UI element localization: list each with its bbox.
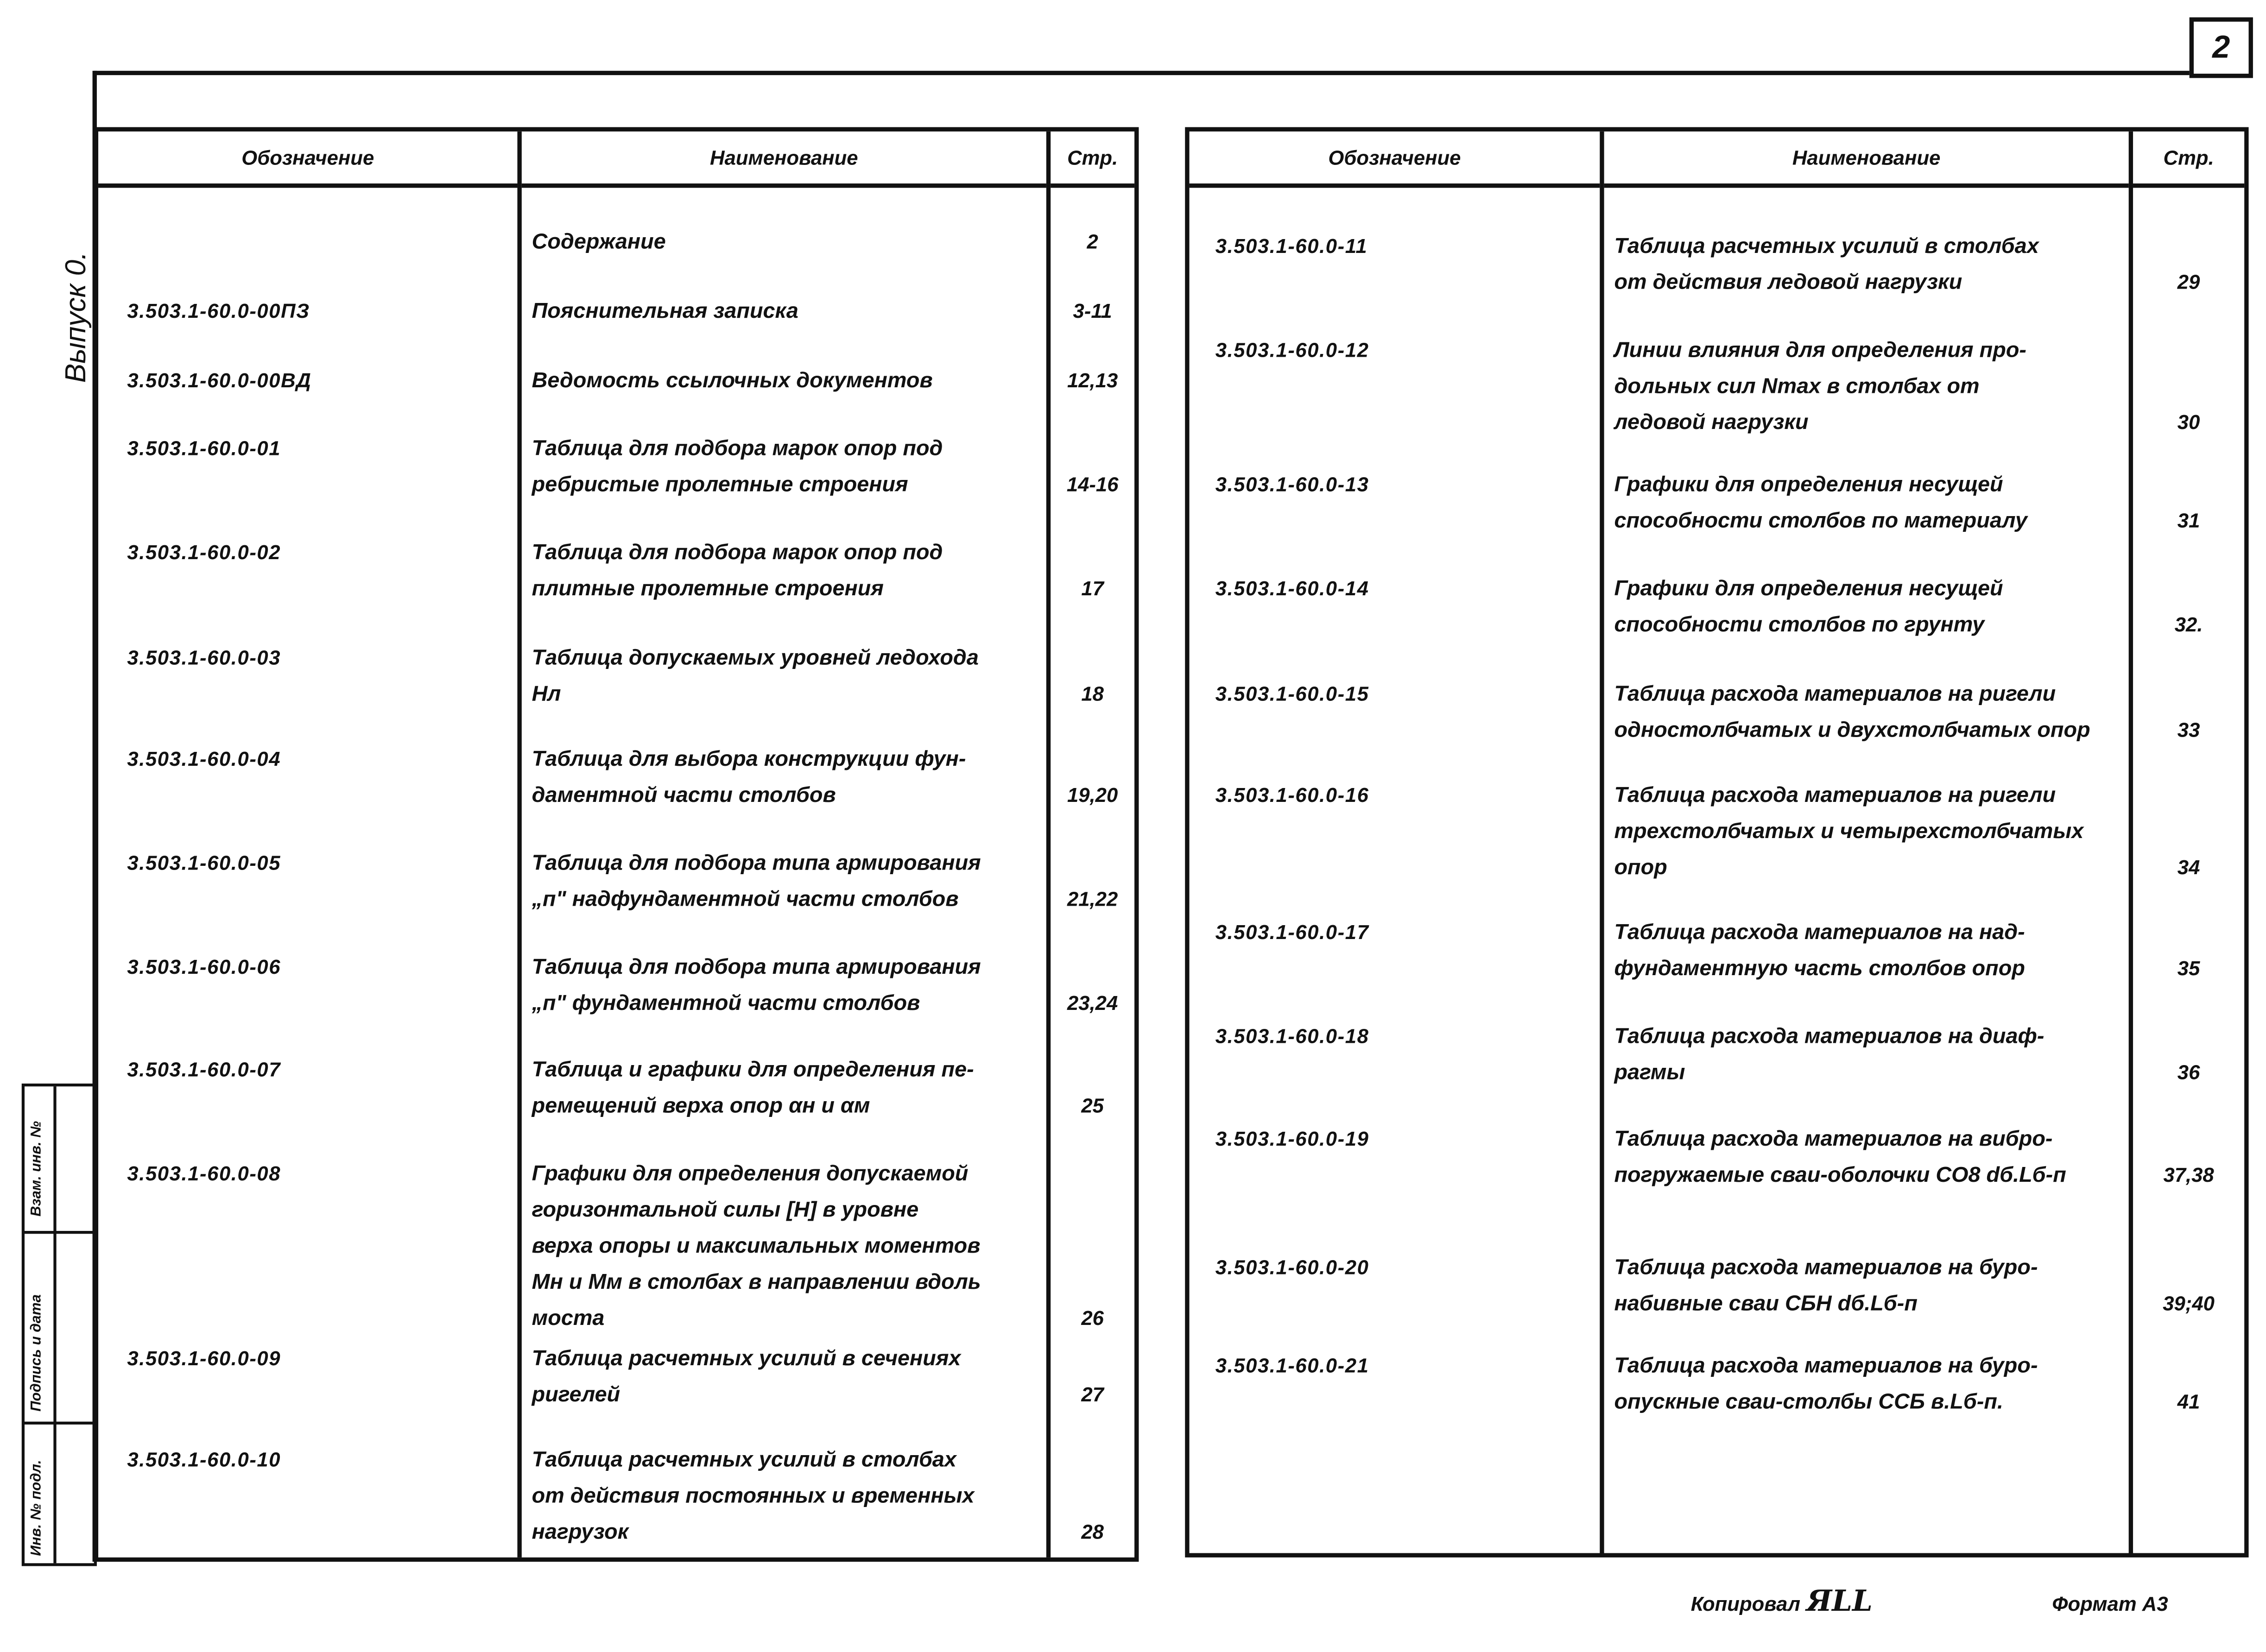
row-name	[532, 1341, 961, 1413]
row-designation: 3.503.1-60.0-06	[127, 955, 281, 978]
row-name-line: горизонтальной силы [Н] в уровне	[532, 1198, 919, 1223]
row-page: 37,38	[2163, 1163, 2214, 1186]
row-name-line: Таблица расчетных усилий в столбах	[1614, 234, 2039, 259]
row-name-line: „п" надфундаментной части столбов	[532, 887, 959, 912]
row-designation: 3.503.1-60.0-00ПЗ	[127, 299, 310, 322]
row-name	[532, 535, 943, 607]
row-designation: 3.503.1-60.0-20	[1215, 1255, 1369, 1279]
stamp-divider	[53, 1086, 56, 1563]
row-name	[532, 1156, 981, 1337]
row-page: 19,20	[1067, 783, 1118, 807]
contents-table-left	[94, 127, 1139, 1562]
row-name-line: ледовой нагрузки	[1614, 410, 1809, 435]
row-page: 41	[2177, 1390, 2200, 1413]
row-name-line: ребристые пролетные строения	[532, 472, 908, 497]
row-name	[532, 1052, 974, 1124]
row-name	[532, 1442, 975, 1550]
row-designation: 3.503.1-60.0-08	[127, 1161, 281, 1185]
row-name-line: Таблица расхода материалов на буро-	[1614, 1354, 2038, 1379]
stamp-signature-date: Подпись и дата	[29, 1294, 45, 1412]
row-name	[1614, 1250, 2038, 1322]
row-designation: 3.503.1-60.0-03	[127, 646, 281, 669]
row-designation: 3.503.1-60.0-09	[127, 1346, 281, 1370]
row-name-line: Графики для определения допускаемой	[532, 1161, 968, 1186]
row-name-line: Мн и Мм в столбах в направлении вдоль	[532, 1270, 981, 1295]
row-page: 28	[1081, 1520, 1104, 1543]
row-designation: 3.503.1-60.0-21	[1215, 1354, 1369, 1377]
footer-copied: Копировал	[1690, 1592, 1801, 1615]
page-number: 2	[2190, 17, 2253, 78]
row-name	[1614, 1348, 2038, 1420]
row-name	[532, 224, 666, 260]
row-name-line: Таблица расхода материалов на над-	[1614, 920, 2025, 945]
row-page: 2	[1087, 229, 1098, 253]
row-name	[1614, 914, 2025, 987]
row-name-line: верха опоры и максимальных моментов	[532, 1234, 981, 1259]
row-name-line: Таблица для подбора типа армирования	[532, 851, 981, 876]
column-divider	[1046, 132, 1051, 1557]
row-name	[532, 741, 966, 813]
stamp-replace-inv: Взам. инв. №	[29, 1121, 45, 1217]
row-page: 35	[2177, 956, 2200, 980]
row-name	[1614, 1019, 2044, 1091]
row-page: 17	[1081, 576, 1104, 600]
row-name-line: Таблица расхода материалов на ригели	[1614, 681, 2056, 706]
row-designation: 3.503.1-60.0-19	[1215, 1127, 1369, 1150]
top-border	[94, 71, 2190, 75]
row-name	[1614, 467, 2027, 539]
row-name-line: нагрузок	[532, 1520, 629, 1545]
row-name-line: способности столбов по материалу	[1614, 508, 2028, 533]
row-name	[1614, 332, 2026, 441]
row-name-line: фундаментную часть столбов опор	[1614, 956, 2025, 981]
header-name: Наименование	[1604, 132, 2129, 188]
row-page: 27	[1081, 1382, 1104, 1406]
row-page: 36	[2177, 1060, 2200, 1084]
row-name-line: опускные сваи-столбы ССБ в.Lб-п.	[1614, 1390, 2004, 1415]
row-name-line: „п" фундаментной части столбов	[532, 991, 920, 1016]
row-name-line: даментной части столбов	[532, 783, 836, 808]
row-name-line: Содержание	[532, 229, 666, 254]
column-divider	[1600, 132, 1604, 1553]
issue-label: Выпуск 0.	[60, 252, 93, 383]
row-name-line: погружаемые сваи-оболочки СО8 dб.Lб-п	[1614, 1163, 2066, 1188]
row-name	[532, 640, 979, 713]
row-name-line: одностолбчатых и двухстолбчатых опор	[1614, 718, 2090, 743]
row-name-line: трехстолбчатых и четырехстолбчатых	[1614, 819, 2084, 844]
row-designation: 3.503.1-60.0-15	[1215, 681, 1369, 705]
row-designation: 3.503.1-60.0-05	[127, 851, 281, 874]
row-name-line: рагмы	[1614, 1060, 1685, 1085]
row-name	[1614, 571, 2003, 643]
row-name	[532, 845, 981, 917]
row-page: 14-16	[1066, 472, 1119, 496]
row-name-line: моста	[532, 1306, 605, 1331]
row-name-line: Нл	[532, 681, 561, 706]
header-designation: Обозначение	[98, 132, 517, 188]
row-name-line: Таблица расчетных усилий в столбах	[532, 1447, 956, 1472]
row-name-line: Таблица для подбора марок опор под	[532, 436, 943, 461]
row-name-line: от действия постоянных и временных	[532, 1483, 975, 1508]
column-divider	[517, 132, 521, 1557]
row-designation: 3.503.1-60.0-13	[1215, 472, 1369, 496]
row-name-line: Таблица и графики для определения пе-	[532, 1057, 974, 1082]
row-name-line: дольных сил Nmax в столбах от	[1614, 374, 1980, 399]
row-designation: 3.503.1-60.0-04	[127, 747, 281, 770]
row-designation: 3.503.1-60.0-01	[127, 436, 281, 460]
row-name-line: набивные сваи СБН dб.Lб-п	[1614, 1292, 1918, 1317]
row-designation: 3.503.1-60.0-17	[1215, 920, 1369, 944]
row-designation: 3.503.1-60.0-10	[127, 1447, 281, 1471]
copier-signature: ЯLL	[1806, 1583, 1873, 1618]
row-designation: 3.503.1-60.0-07	[127, 1057, 281, 1081]
row-name-line: опор	[1614, 855, 1667, 880]
row-name	[1614, 777, 2083, 886]
row-page: 21,22	[1067, 887, 1118, 910]
row-name-line: Таблица расхода материалов на вибро-	[1614, 1127, 2053, 1152]
row-name	[532, 293, 798, 329]
row-page: 31	[2177, 508, 2200, 532]
row-page: 33	[2177, 718, 2200, 741]
row-designation: 3.503.1-60.0-18	[1215, 1024, 1369, 1047]
footer-format: Формат А3	[2052, 1592, 2168, 1615]
row-page: 32.	[2174, 612, 2203, 636]
approval-stamp	[22, 1084, 97, 1566]
column-divider	[2129, 132, 2133, 1553]
row-name-line: Таблица расхода материалов на диаф-	[1614, 1024, 2044, 1049]
row-name-line: Графики для определения несущей	[1614, 472, 2003, 497]
row-name-line: Таблица для выбора конструкции фун-	[532, 747, 966, 772]
row-name-line: ригелей	[532, 1382, 620, 1407]
row-name-line: Таблица расхода материалов на ригели	[1614, 783, 2056, 808]
row-page: 30	[2177, 410, 2200, 434]
row-page: 12,13	[1067, 368, 1118, 392]
stamp-divider	[25, 1231, 94, 1234]
row-name	[532, 949, 981, 1021]
row-page: 29	[2177, 270, 2200, 294]
row-designation: 3.503.1-60.0-00ВД	[127, 368, 312, 392]
row-name	[1614, 676, 2090, 749]
row-name	[532, 430, 943, 503]
contents-table-right	[1185, 127, 2248, 1557]
row-name-line: плитные пролетные строения	[532, 576, 884, 601]
row-name-line: ремещений верха опор αн и αм	[532, 1093, 870, 1118]
row-page: 18	[1081, 681, 1104, 705]
row-page: 23,24	[1067, 991, 1118, 1015]
row-page: 26	[1081, 1306, 1104, 1330]
row-designation: 3.503.1-60.0-12	[1215, 338, 1369, 361]
row-designation: 3.503.1-60.0-16	[1215, 783, 1369, 807]
row-name	[532, 363, 933, 399]
row-name-line: Таблица допускаемых уровней ледохода	[532, 646, 979, 671]
header-name: Наименование	[522, 132, 1046, 188]
header-designation: Обозначение	[1190, 132, 1600, 188]
row-designation: 3.503.1-60.0-11	[1215, 234, 1368, 258]
row-page: 3-11	[1073, 299, 1112, 322]
row-page: 34	[2177, 855, 2200, 879]
stamp-divider	[25, 1422, 94, 1425]
header-page: Стр.	[1051, 132, 1134, 188]
row-page: 39;40	[2163, 1292, 2215, 1315]
row-page: 25	[1081, 1093, 1104, 1117]
row-name-line: способности столбов по грунту	[1614, 612, 1985, 637]
row-designation: 3.503.1-60.0-02	[127, 540, 281, 564]
header-page: Стр.	[2133, 132, 2244, 188]
row-name-line: Таблица для подбора типа армирования	[532, 955, 981, 980]
row-name-line: Линии влияния для определения про-	[1614, 338, 2027, 363]
row-name-line: Пояснительная записка	[532, 299, 798, 324]
row-name	[1614, 228, 2038, 301]
row-name	[1614, 1121, 2066, 1193]
stamp-inv-no: Инв. № подл.	[29, 1460, 45, 1556]
row-name-line: Таблица расчетных усилий в сечениях	[532, 1346, 961, 1371]
row-designation: 3.503.1-60.0-14	[1215, 576, 1369, 600]
row-name-line: Ведомость ссылочных документов	[532, 368, 933, 393]
row-name-line: Таблица расхода материалов на буро-	[1614, 1255, 2038, 1280]
row-name-line: Графики для определения несущей	[1614, 576, 2003, 601]
row-name-line: от действия ледовой нагрузки	[1614, 270, 1962, 295]
row-name-line: Таблица для подбора марок опор под	[532, 540, 943, 565]
